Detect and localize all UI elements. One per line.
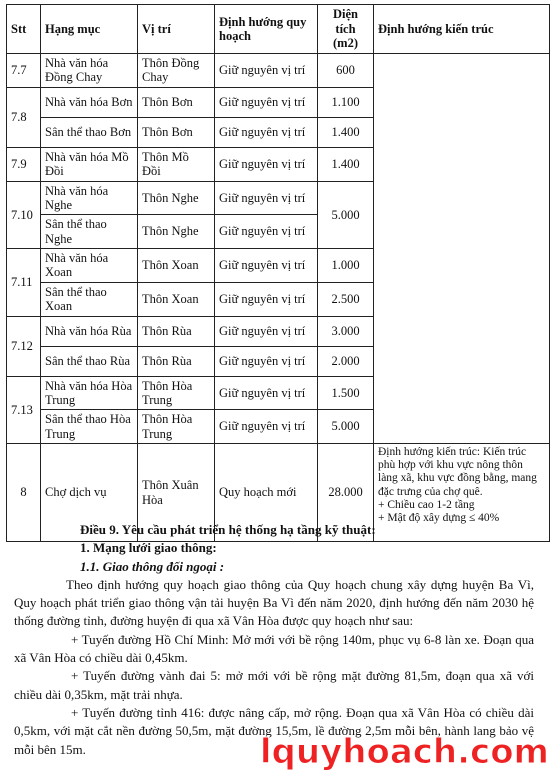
planning-table	[6, 4, 550, 542]
cell-quy-hoach: Giữ nguyên vị trí	[215, 54, 318, 88]
cell-hang-muc: Sân thể thao Bơn	[41, 117, 138, 147]
cell-quy-hoach: Giữ nguyên vị trí	[215, 282, 318, 316]
cell-quy-hoach: Giữ nguyên vị trí	[215, 215, 318, 249]
cell-quy-hoach: Quy hoạch mới	[215, 444, 318, 542]
header-vi-tri: Vị trí	[138, 5, 215, 54]
watermark-logo: lquyhoach.com	[259, 732, 549, 772]
cell-quy-hoach: Giữ nguyên vị trí	[215, 376, 318, 410]
cell-stt: 7.13	[7, 376, 41, 444]
item-vanh-dai-5: + Tuyến đường vành đai 5: mở mới với bề rộng mặt đường 81,5m, đoạn qua xã với chiều dài 0,35km, mặt trải nhựa.	[14, 668, 534, 702]
cell-quy-hoach: Giữ nguyên vị trí	[215, 410, 318, 444]
cell-stt: 7.9	[7, 147, 41, 181]
cell-quy-hoach: Giữ nguyên vị trí	[215, 346, 318, 376]
cell-vi-tri: Thôn Bơn	[138, 117, 215, 147]
cell-vi-tri: Thôn Nghe	[138, 181, 215, 215]
cell-vi-tri: Thôn Xuân Hòa	[138, 444, 215, 542]
cell-dien-tich: 3.000	[318, 316, 374, 346]
cell-vi-tri: Thôn Hòa Trung	[138, 410, 215, 444]
cell-hang-muc: Sân thể thao Hòa Trung	[41, 410, 138, 444]
cell-dien-tich: 28.000	[318, 444, 374, 542]
cell-quy-hoach: Giữ nguyên vị trí	[215, 147, 318, 181]
cell-quy-hoach: Giữ nguyên vị trí	[215, 249, 318, 283]
cell-dien-tich: 2.500	[318, 282, 374, 316]
header-dien-tich: Diện tích (m2)	[318, 5, 374, 54]
cell-quy-hoach: Giữ nguyên vị trí	[215, 181, 318, 215]
table-row	[7, 54, 550, 88]
cell-vi-tri: Thôn Hòa Trung	[138, 376, 215, 410]
cell-dien-tich: 1.400	[318, 147, 374, 181]
cell-hang-muc: Nhà văn hóa Nghe	[41, 181, 138, 215]
cell-stt: 7.10	[7, 181, 41, 249]
cell-stt: 7.8	[7, 87, 41, 147]
arch-note-density: + Mật độ xây dựng ≤ 40%	[378, 512, 500, 525]
cell-vi-tri: Thôn Mồ Đồi	[138, 147, 215, 181]
section-heading: 1. Mạng lưới giao thông:	[80, 540, 217, 556]
cell-stt: 7.7	[7, 54, 41, 88]
cell-dien-tich: 1.100	[318, 87, 374, 117]
intro-paragraph: Theo định hướng quy hoạch giao thông của Quy hoạch chung xây dựng huyện Ba Vì, Quy hoạch phát triển giao thông vận tải huyện Ba Vì đến năm 2020, định hướng đến năm 2030 hệ thống đường tỉnh, đường huyện đi qua xã Vân Hòa được quy hoạch như sau:	[14, 576, 534, 629]
cell-vi-tri: Thôn Bơn	[138, 87, 215, 117]
cell-hang-muc: Chợ dịch vụ	[41, 444, 138, 542]
cell-quy-hoach: Giữ nguyên vị trí	[215, 87, 318, 117]
cell-stt: 7.11	[7, 249, 41, 317]
document-body	[14, 521, 534, 759]
cell-vi-tri: Thôn Đồng Chay	[138, 54, 215, 88]
cell-dien-tich: 600	[318, 54, 374, 88]
cell-dien-tich: 5.000	[318, 181, 374, 249]
cell-hang-muc: Nhà văn hóa Rùa	[41, 316, 138, 346]
article-heading: Điều 9. Yêu cầu phát triển hệ thống hạ tầng kỹ thuật:	[80, 522, 376, 537]
header-hang-muc: Hạng mục	[41, 5, 138, 54]
cell-hang-muc: Sân thể thao Rùa	[41, 346, 138, 376]
cell-hang-muc: Sân thể thao Nghe	[41, 215, 138, 249]
header-stt: Stt	[7, 5, 41, 54]
cell-vi-tri: Thôn Xoan	[138, 282, 215, 316]
cell-vi-tri: Thôn Rùa	[138, 346, 215, 376]
cell-hang-muc: Nhà văn hóa Mồ Đồi	[41, 147, 138, 181]
cell-dien-tich: 1.000	[318, 249, 374, 283]
cell-quy-hoach: Giữ nguyên vị trí	[215, 117, 318, 147]
cell-stt: 8	[7, 444, 41, 542]
cell-vi-tri: Thôn Nghe	[138, 215, 215, 249]
cell-stt: 7.12	[7, 316, 41, 376]
subsection-heading: 1.1. Giao thông đối ngoại :	[80, 558, 225, 574]
cell-hang-muc: Nhà văn hóa Xoan	[41, 249, 138, 283]
cell-hang-muc: Sân thể thao Xoan	[41, 282, 138, 316]
item-tinh-416: + Tuyến đường tỉnh 416: được nâng cấp, mở rộng. Đoạn qua xã Vân Hòa có chiều dài 0,5km, với mặt cắt nền đường 50,5m, mặt đường 15,5m, lề đường 2,5m mỗi bên, hành lang bảo vệ mỗi bên 15m.	[14, 704, 534, 757]
header-dinh-huong-kien-truc: Định hướng kiến trúc	[374, 5, 550, 54]
cell-hang-muc: Nhà văn hóa Đồng Chay	[41, 54, 138, 88]
cell-dien-tich: 2.000	[318, 346, 374, 376]
arch-note-main: Định hướng kiến trúc: Kiến trúc phù hợp với khu vực nông thôn làng xã, khu vực đồng bằng, mang đặc trưng của chợ quê.	[378, 446, 537, 498]
table-header-row	[7, 5, 550, 54]
item-ho-chi-minh: + Tuyến đường Hồ Chí Minh: Mở mới với bề rộng 140m, phục vụ 6-8 làn xe. Đoạn qua xã Vân Hòa có chiều dài 0,45km.	[14, 631, 534, 666]
cell-vi-tri: Thôn Xoan	[138, 249, 215, 283]
cell-vi-tri: Thôn Rùa	[138, 316, 215, 346]
cell-hang-muc: Nhà văn hóa Hòa Trung	[41, 376, 138, 410]
cell-hang-muc: Nhà văn hóa Bơn	[41, 87, 138, 117]
cell-dien-tich: 1.400	[318, 117, 374, 147]
cell-dien-tich: 1.500	[318, 376, 374, 410]
arch-note-height: + Chiều cao 1-2 tầng	[378, 498, 475, 511]
header-dinh-huong-quy-hoach: Định hướng quy hoạch	[215, 5, 318, 54]
cell-dien-tich: 5.000	[318, 410, 374, 444]
cell-quy-hoach: Giữ nguyên vị trí	[215, 316, 318, 346]
cell-kien-truc-empty	[374, 54, 550, 444]
